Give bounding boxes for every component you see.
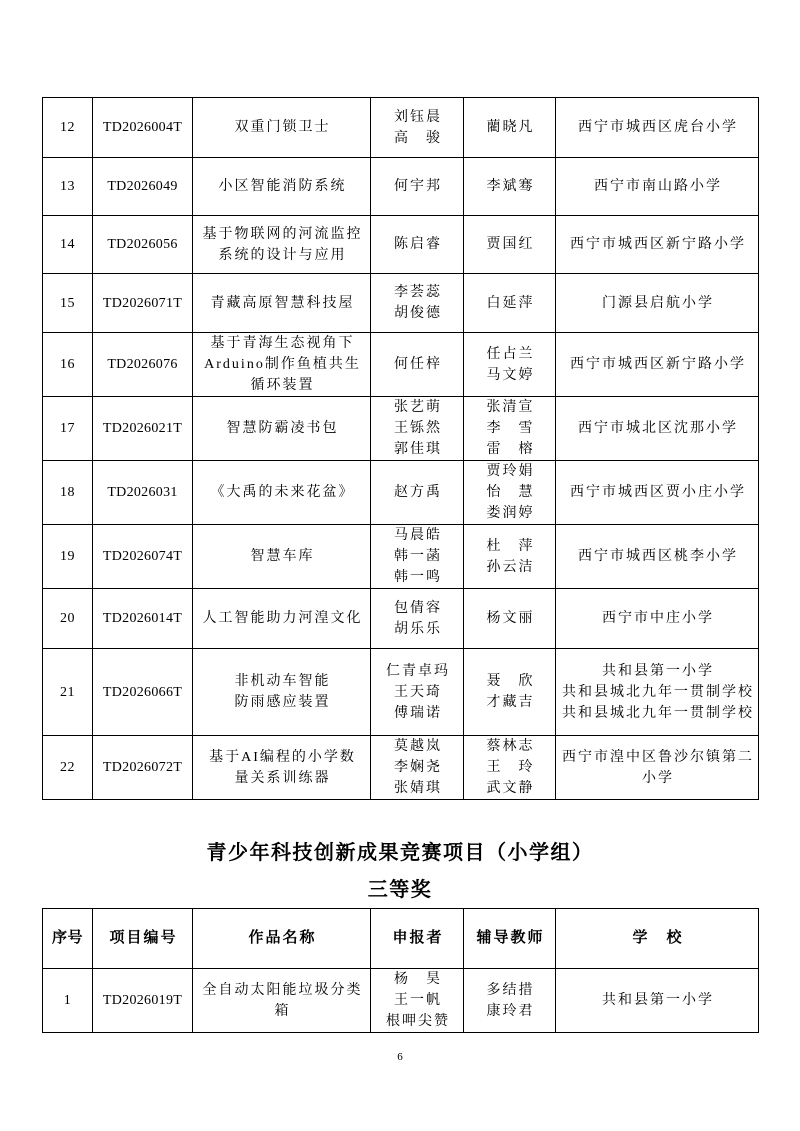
school-line: 共和县第一小学 (602, 663, 714, 679)
table-row (43, 158, 759, 216)
table-row (43, 461, 759, 525)
table-header-row (43, 909, 759, 969)
teacher-name: 多结措 (486, 982, 535, 998)
work-title (193, 98, 371, 158)
project-code: TD2026014T (93, 589, 193, 649)
applicants (371, 589, 464, 649)
project-code: TD2026071T (93, 274, 193, 333)
table-row (43, 98, 759, 158)
table-row (43, 333, 759, 397)
teacher-name: 武文静 (486, 781, 535, 796)
work-title (193, 216, 371, 274)
teacher-name: 孙云洁 (486, 559, 535, 575)
serial-number: 20 (43, 589, 93, 649)
serial-number: 16 (43, 333, 93, 397)
applicant-name: 李娴尧 (394, 760, 442, 775)
applicant-name: 高 骏 (394, 130, 442, 146)
table-row (43, 274, 759, 333)
work-title (193, 736, 371, 800)
teacher-name: 贾玲娟 (486, 464, 535, 479)
school (556, 216, 759, 274)
work-title-line: Arduino制作鱼植共生 (204, 357, 361, 372)
work-title-line: 青藏高原智慧科技屋 (210, 295, 355, 311)
applicants (371, 397, 464, 461)
teachers (464, 589, 556, 649)
project-code: TD2026019T (93, 969, 193, 1033)
teacher-name: 康玲君 (486, 1003, 535, 1019)
school-line: 共和县城北九年一贯制学校 (562, 705, 754, 721)
work-title (193, 525, 371, 589)
applicant-name: 包倩容 (394, 600, 442, 616)
work-title-line: 系统的设计与应用 (218, 247, 347, 263)
table-row (43, 736, 759, 800)
project-code: TD2026021T (93, 397, 193, 461)
school (556, 736, 759, 800)
work-title-line: 量关系训练器 (234, 770, 331, 786)
school-line: 西宁市城西区新宁路小学 (570, 357, 746, 372)
applicants (371, 736, 464, 800)
school-line: 西宁市湟中区鲁沙尔镇第二 (562, 749, 754, 765)
school-line: 西宁市南山路小学 (594, 179, 722, 194)
teachers (464, 397, 556, 461)
teacher-name: 王 玲 (486, 760, 535, 775)
work-title (193, 649, 371, 736)
school-line: 西宁市城西区桃李小学 (578, 549, 738, 564)
applicants (371, 158, 464, 216)
project-code: TD2026074T (93, 525, 193, 589)
serial-number: 17 (43, 397, 93, 461)
applicant-name: 仁青卓玛 (386, 663, 450, 679)
project-code: TD2026049 (93, 158, 193, 216)
work-title (193, 158, 371, 216)
table-row (43, 216, 759, 274)
school-line: 西宁市城西区新宁路小学 (570, 237, 746, 252)
serial-number: 12 (43, 98, 93, 158)
school (556, 525, 759, 589)
school (556, 461, 759, 525)
teachers (464, 216, 556, 274)
teacher-name: 张清宣 (486, 400, 535, 415)
school (556, 98, 759, 158)
school (556, 649, 759, 736)
applicant-name: 张艺萌 (394, 400, 442, 415)
applicant-name: 杨 昊 (394, 972, 442, 987)
header-school: 学 校 (556, 909, 759, 969)
school-line: 小学 (642, 770, 674, 786)
teacher-name: 怡 慧 (486, 485, 535, 500)
school-line: 共和县第一小学 (602, 993, 714, 1008)
teacher-name: 李 雪 (486, 421, 535, 436)
school (556, 397, 759, 461)
teachers (464, 969, 556, 1033)
applicant-name: 韩一菡 (394, 549, 442, 564)
school (556, 274, 759, 333)
school-line: 门源县启航小学 (602, 295, 714, 311)
section-title: 青少年科技创新成果竞赛项目（小学组） (206, 842, 594, 864)
teacher-name: 马文婷 (486, 367, 535, 383)
work-title-line: 小区智能消防系统 (218, 179, 347, 194)
work-title-line: 全自动太阳能垃圾分类 (202, 982, 363, 998)
applicant-name: 王一帆 (394, 993, 442, 1008)
school (556, 158, 759, 216)
applicant-name: 郭佳琪 (394, 442, 442, 457)
teacher-name: 聂 欣 (486, 674, 535, 689)
teacher-name: 蔡林志 (486, 739, 535, 754)
applicants (371, 525, 464, 589)
school-line: 西宁市中庄小学 (602, 611, 714, 626)
header-serial-number: 序号 (43, 909, 93, 969)
work-title (193, 397, 371, 461)
teacher-name: 雷 榕 (486, 442, 535, 457)
project-code: TD2026072T (93, 736, 193, 800)
applicant-name: 张婧琪 (394, 781, 442, 796)
work-title-line: 基于物联网的河流监控 (202, 226, 363, 242)
school-line: 西宁市城西区虎台小学 (578, 120, 738, 135)
teacher-name: 杜 萍 (486, 538, 535, 554)
applicant-name: 何任梓 (394, 357, 442, 372)
work-title-line: 智慧车库 (250, 549, 315, 564)
applicant-name: 王天琦 (394, 684, 442, 700)
serial-number: 13 (43, 158, 93, 216)
serial-number: 15 (43, 274, 93, 333)
school-line: 西宁市城西区贾小庄小学 (570, 485, 746, 500)
teachers (464, 525, 556, 589)
project-code: TD2026076 (93, 333, 193, 397)
serial-number: 1 (43, 969, 93, 1033)
applicants (371, 274, 464, 333)
work-title (193, 969, 371, 1033)
teacher-name: 藺晓凡 (486, 120, 535, 135)
applicant-name: 刘钰晨 (394, 109, 442, 125)
teacher-name: 才藏吉 (486, 695, 535, 710)
table-row (43, 397, 759, 461)
school (556, 589, 759, 649)
header-project-code: 项目编号 (93, 909, 193, 969)
work-title (193, 274, 371, 333)
teacher-name: 娄润婷 (486, 506, 535, 521)
school-line: 共和县城北九年一贯制学校 (562, 684, 754, 700)
teachers (464, 649, 556, 736)
applicant-name: 根呷尖赞 (386, 1014, 450, 1029)
work-title-line: 非机动车智能 (234, 674, 331, 689)
applicant-name: 李荟蕊 (394, 285, 442, 300)
project-code: TD2026056 (93, 216, 193, 274)
work-title-line: 循环装置 (250, 378, 315, 393)
applicant-name: 赵方禹 (394, 485, 442, 500)
school-line: 西宁市城北区沈那小学 (578, 421, 738, 436)
work-title-line: 箱 (274, 1003, 291, 1019)
project-code: TD2026004T (93, 98, 193, 158)
applicants (371, 461, 464, 525)
applicant-name: 何宇邦 (394, 179, 442, 194)
teachers (464, 461, 556, 525)
applicants (371, 216, 464, 274)
serial-number: 21 (43, 649, 93, 736)
work-title-line: 人工智能助力河湟文化 (202, 611, 363, 626)
serial-number: 19 (43, 525, 93, 589)
teacher-name: 贾国红 (486, 237, 535, 252)
applicants (371, 969, 464, 1033)
project-code: TD2026066T (93, 649, 193, 736)
serial-number: 22 (43, 736, 93, 800)
work-title-line: 基于青海生态视角下 (210, 336, 355, 351)
header-teachers: 辅导教师 (464, 909, 556, 969)
teacher-name: 李斌骞 (486, 179, 535, 194)
work-title-line: 智慧防霸凌书包 (226, 421, 339, 436)
table-row (43, 649, 759, 736)
school (556, 969, 759, 1033)
applicants (371, 98, 464, 158)
applicant-name: 韩一鸣 (394, 570, 442, 585)
header-applicants: 申报者 (371, 909, 464, 969)
teacher-name: 杨文丽 (486, 611, 535, 626)
applicant-name: 马晨皓 (394, 528, 442, 543)
third-prize-table (42, 908, 759, 1033)
work-title (193, 461, 371, 525)
work-title-line: 基于AI编程的小学数 (209, 749, 356, 765)
teachers (464, 736, 556, 800)
teachers (464, 333, 556, 397)
teacher-name: 白延萍 (486, 295, 535, 311)
school (556, 333, 759, 397)
serial-number: 18 (43, 461, 93, 525)
table-row (43, 589, 759, 649)
applicant-name: 陈启睿 (394, 237, 442, 252)
applicants (371, 333, 464, 397)
work-title (193, 589, 371, 649)
work-title (193, 333, 371, 397)
award-table-continued (42, 97, 759, 800)
serial-number: 14 (43, 216, 93, 274)
teachers (464, 274, 556, 333)
applicant-name: 傅瑞诺 (394, 705, 442, 721)
project-code: TD2026031 (93, 461, 193, 525)
header-work-title: 作品名称 (193, 909, 371, 969)
table-row (43, 525, 759, 589)
teachers (464, 98, 556, 158)
table-row (43, 969, 759, 1033)
work-title-line: 双重门锁卫士 (234, 120, 331, 135)
applicant-name: 莫越岚 (394, 739, 442, 754)
applicants (371, 649, 464, 736)
award-level-title: 三等奖 (367, 879, 433, 901)
teachers (464, 158, 556, 216)
work-title-line: 《大禹的未来花盆》 (210, 485, 355, 500)
applicant-name: 胡乐乐 (394, 621, 442, 637)
applicant-name: 胡俊德 (394, 306, 442, 321)
work-title-line: 防雨感应装置 (234, 695, 331, 710)
applicant-name: 王铄然 (394, 421, 442, 436)
page-number: 6 (397, 1051, 403, 1063)
teacher-name: 任占兰 (486, 346, 535, 362)
